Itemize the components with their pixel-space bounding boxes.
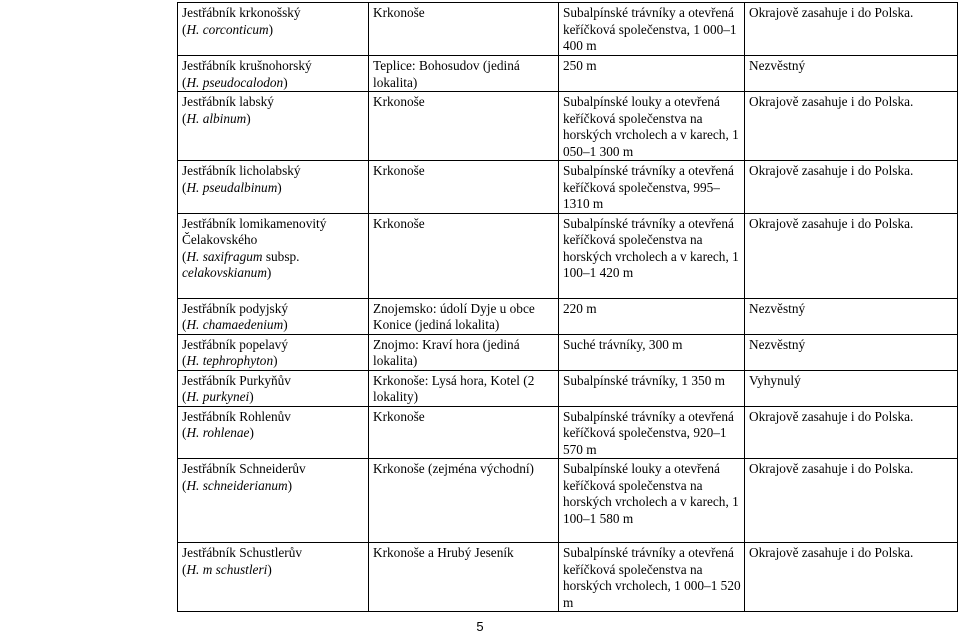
- habitat-cell: Subalpínské trávníky a otevřená keříčková společenstva, 995–1310 m: [559, 161, 745, 214]
- species-cell: [178, 213, 369, 298]
- species-name: Jestřábník Purkyňův: [182, 372, 291, 388]
- species-table-body: [178, 3, 958, 612]
- latin-name-part: H. saxifragum: [186, 248, 263, 264]
- species-cell: [178, 3, 369, 56]
- latin-name-part: ): [273, 353, 278, 368]
- latin-name-part: ): [246, 110, 251, 126]
- species-cell: [178, 543, 369, 612]
- latin-name: [182, 425, 368, 442]
- status-cell: Okrajově zasahuje i do Polska.: [745, 3, 958, 56]
- table-row: [178, 406, 958, 459]
- locality-cell: Krkonoše: [369, 3, 559, 56]
- latin-name-part: H. purkynei: [186, 389, 250, 404]
- species-name: Jestřábník Rohlenův: [182, 408, 291, 424]
- latin-name-part: H. pseudocalodon: [186, 74, 284, 90]
- latin-name-part: (: [182, 179, 187, 195]
- locality-cell: Krkonoše: [369, 161, 559, 214]
- table-row: [178, 56, 958, 92]
- latin-name-part: (: [182, 353, 187, 368]
- latin-name: [182, 389, 368, 406]
- latin-name-part: H. albinum: [186, 110, 247, 126]
- latin-name-part: H. tephrophyton: [186, 353, 274, 368]
- species-cell: [178, 298, 369, 334]
- latin-name-part: ): [267, 561, 272, 577]
- latin-name-part: (: [182, 248, 187, 264]
- locality-cell: Krkonoše: [369, 92, 559, 161]
- latin-name-part: (: [182, 477, 187, 493]
- latin-name-part: celakovskianum: [182, 265, 267, 280]
- table-row: [178, 459, 958, 543]
- latin-name: [182, 111, 368, 128]
- latin-name-part: H. corconticum: [186, 21, 269, 37]
- locality-cell: Znojemsko: údolí Dyje u obce Konice (jediná lokalita): [369, 298, 559, 334]
- status-cell: Vyhynulý: [745, 370, 958, 406]
- habitat-cell: Subalpínské louky a otevřená keříčková společenstva na horských vrcholech a v karech, 1 100–1 580 m: [559, 459, 745, 543]
- table-row: [178, 298, 958, 334]
- locality-cell: Krkonoše: [369, 406, 559, 459]
- latin-name-part: H. pseudalbinum: [186, 179, 278, 195]
- latin-name-part: (: [182, 561, 187, 577]
- locality-cell: Krkonoše: Lysá hora, Kotel (2 lokality): [369, 370, 559, 406]
- species-name: Jestřábník Schustlerův: [182, 545, 303, 560]
- latin-name-part: ): [249, 389, 254, 404]
- species-name: Jestřábník lomikamenovitý Čelakovského: [182, 215, 327, 247]
- table-row: [178, 213, 958, 298]
- species-name: Jestřábník krušnohorský: [182, 58, 312, 73]
- latin-name: [182, 478, 368, 495]
- locality-cell: Krkonoše: [369, 213, 559, 298]
- latin-name-part: ): [287, 477, 293, 493]
- species-cell: [178, 370, 369, 406]
- locality-cell: Teplice: Bohosudov (jediná lokalita): [369, 56, 559, 92]
- habitat-cell: Suché trávníky, 300 m: [559, 334, 745, 370]
- habitat-cell: Subalpínské trávníky a otevřená keříčková společenstva, 920–1 570 m: [559, 406, 745, 459]
- habitat-cell: 250 m: [559, 56, 745, 92]
- latin-name-part: H. rohlenae: [186, 425, 250, 440]
- status-cell: Okrajově zasahuje i do Polska.: [745, 213, 958, 298]
- habitat-cell: Subalpínské trávníky a otevřená keříčková společenstva na horských vrcholech a v karech, 1 100–1 420 m: [559, 213, 745, 298]
- latin-name-part: ): [268, 21, 274, 37]
- latin-name-part: H. chamaedenium: [186, 317, 284, 332]
- latin-name-part: (: [182, 21, 187, 37]
- species-cell: [178, 92, 369, 161]
- latin-name-part: (: [182, 389, 187, 404]
- species-cell: [178, 459, 369, 543]
- locality-cell: Krkonoše (zejména východní): [369, 459, 559, 543]
- latin-name-part: ): [283, 317, 288, 332]
- habitat-cell: Subalpínské trávníky, 1 350 m: [559, 370, 745, 406]
- species-cell: [178, 56, 369, 92]
- status-cell: Okrajově zasahuje i do Polska.: [745, 459, 958, 543]
- table-row: [178, 92, 958, 161]
- latin-name: [182, 317, 368, 334]
- latin-name: [182, 22, 368, 39]
- latin-name-part: (: [182, 74, 187, 90]
- status-cell: Okrajově zasahuje i do Polska.: [745, 543, 958, 612]
- latin-name-part: H. m schustleri: [186, 561, 268, 577]
- habitat-cell: 220 m: [559, 298, 745, 334]
- species-cell: [178, 406, 369, 459]
- table-row: [178, 543, 958, 612]
- latin-name-part: ): [249, 425, 254, 440]
- habitat-cell: Subalpínské trávníky a otevřená keříčková společenstva, 1 000–1 400 m: [559, 3, 745, 56]
- species-cell: [178, 161, 369, 214]
- latin-name: [182, 180, 368, 197]
- table-row: [178, 161, 958, 214]
- status-cell: Okrajově zasahuje i do Polska.: [745, 161, 958, 214]
- page-number: 5: [476, 619, 484, 634]
- latin-name: [182, 249, 368, 282]
- status-cell: Okrajově zasahuje i do Polska.: [745, 406, 958, 459]
- species-name: Jestřábník licholabský: [182, 163, 301, 178]
- species-name: Jestřábník popelavý: [182, 336, 288, 352]
- latin-name-part: (: [182, 317, 187, 332]
- latin-name-part: ): [266, 265, 272, 280]
- latin-name-part: ): [277, 179, 282, 195]
- species-name: Jestřábník Schneiderův: [182, 461, 306, 476]
- habitat-cell: Subalpínské louky a otevřená keříčková společenstva na horských vrcholech a v karech, 1 050–1 300 m: [559, 92, 745, 161]
- locality-cell: Krkonoše a Hrubý Jeseník: [369, 543, 559, 612]
- latin-name: [182, 562, 368, 579]
- table-row: [178, 370, 958, 406]
- locality-cell: Znojmo: Kraví hora (jediná lokalita): [369, 334, 559, 370]
- latin-name: [182, 75, 368, 92]
- latin-name: [182, 353, 368, 370]
- latin-name-part: ): [283, 74, 288, 90]
- species-table: [177, 2, 958, 612]
- table-row: [178, 334, 958, 370]
- habitat-cell: Subalpínské trávníky a otevřená keříčková společenstva na horských vrcholech, 1 000–1 520 m: [559, 543, 745, 612]
- table-row: [178, 3, 958, 56]
- latin-name-part: H. schneiderianum: [186, 477, 288, 493]
- latin-name-part: subsp.: [262, 248, 300, 264]
- status-cell: Nezvěstný: [745, 56, 958, 92]
- latin-name-part: (: [182, 425, 187, 440]
- species-cell: [178, 334, 369, 370]
- status-cell: Nezvěstný: [745, 334, 958, 370]
- status-cell: Okrajově zasahuje i do Polska.: [745, 92, 958, 161]
- species-name: Jestřábník labský: [182, 94, 274, 109]
- species-name: Jestřábník podyjský: [182, 300, 288, 316]
- species-name: Jestřábník krkonošský: [182, 5, 301, 20]
- status-cell: Nezvěstný: [745, 298, 958, 334]
- latin-name-part: (: [182, 110, 187, 126]
